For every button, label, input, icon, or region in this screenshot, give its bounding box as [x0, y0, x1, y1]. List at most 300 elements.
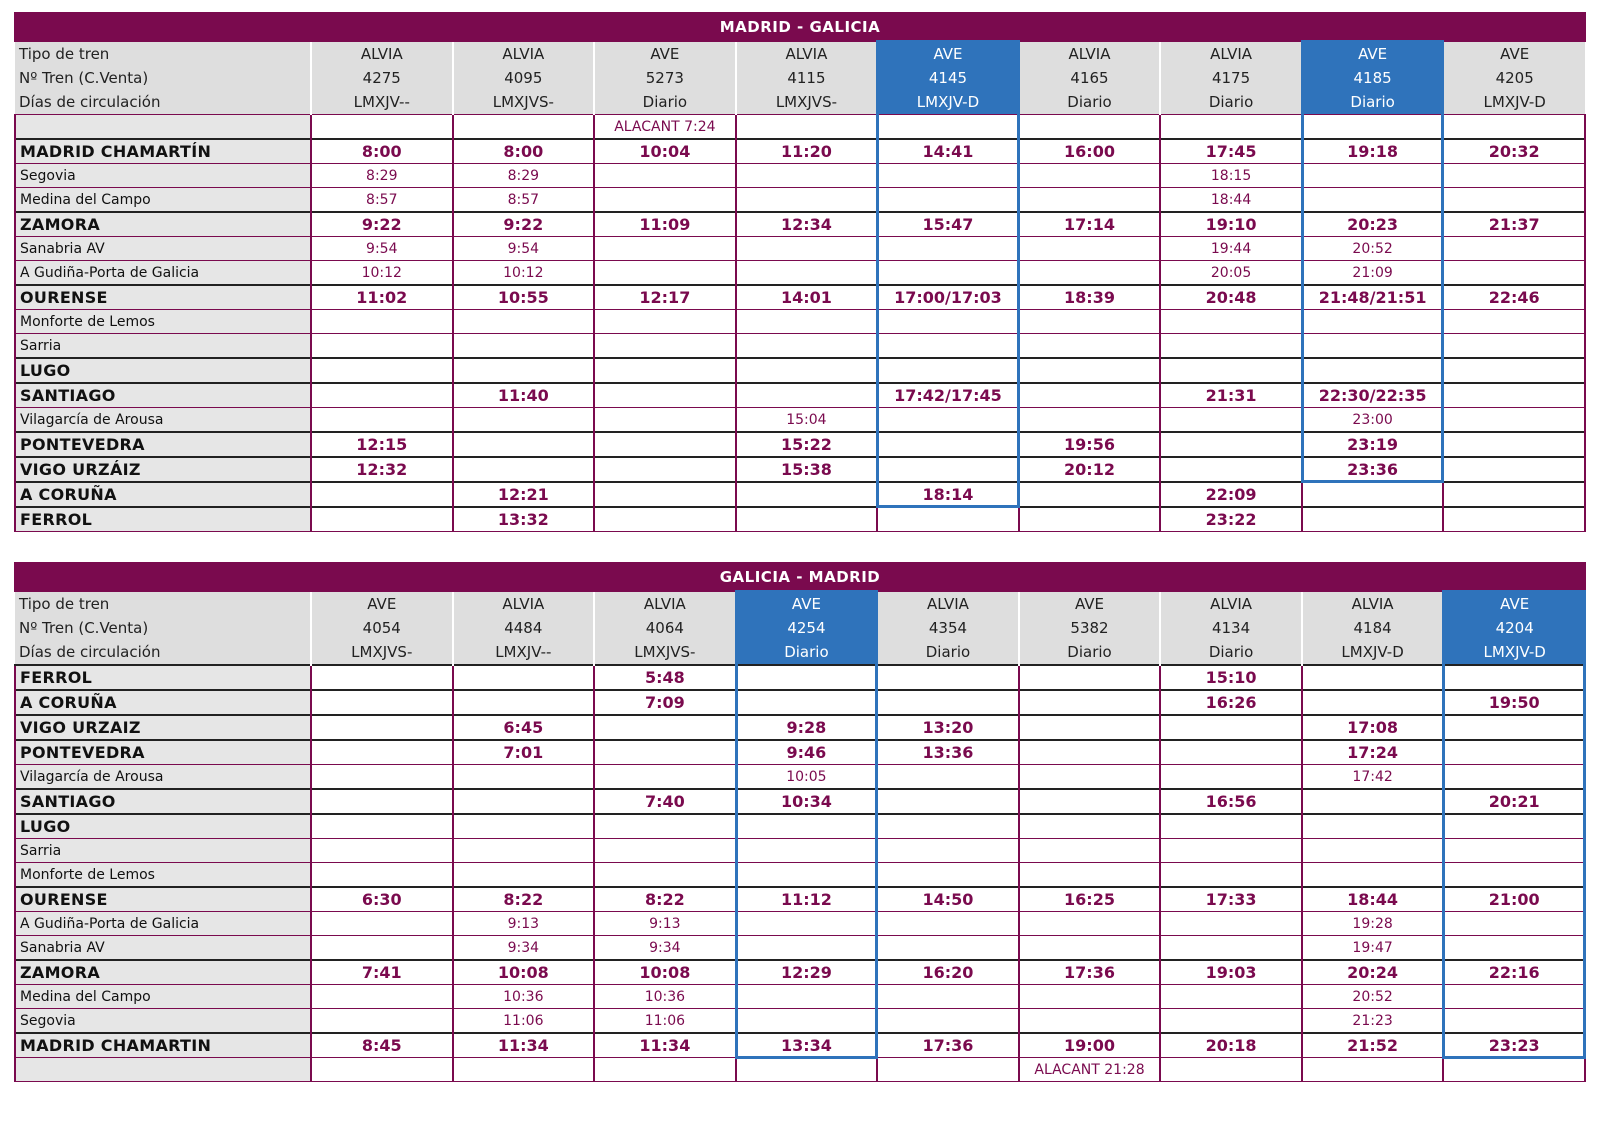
station-name: Medina del Campo [15, 188, 311, 213]
table-title: MADRID - GALICIA [15, 13, 1585, 41]
time-cell: 12:29 [736, 960, 878, 985]
train-days-cell: Diario [594, 90, 736, 115]
time-cell [877, 261, 1019, 286]
header-label-train-days: Días de circulación [15, 90, 311, 115]
time-cell: ALACANT 21:28 [1019, 1058, 1161, 1082]
time-cell: 8:00 [311, 139, 453, 164]
time-cell [877, 814, 1019, 839]
time-cell [594, 863, 736, 888]
time-cell [877, 188, 1019, 213]
time-cell [877, 665, 1019, 690]
time-cell [736, 1058, 878, 1082]
time-cell [1019, 261, 1161, 286]
time-cell [1443, 237, 1585, 261]
time-cell [877, 690, 1019, 715]
time-cell: 21:31 [1160, 383, 1302, 408]
time-cell [736, 1009, 878, 1034]
station-row-zamora [15, 212, 1585, 237]
time-cell [877, 457, 1019, 482]
time-cell: 23:00 [1302, 408, 1444, 433]
train-type-cell: AVE [877, 41, 1019, 66]
train-days-cell: LMXJV-D [877, 90, 1019, 115]
station-row-ferrol [15, 507, 1585, 532]
time-cell: ALACANT 7:24 [594, 115, 736, 140]
time-cell [1019, 985, 1161, 1009]
time-cell [1443, 912, 1585, 936]
time-cell [1019, 740, 1161, 765]
time-cell [1443, 839, 1585, 863]
time-cell: 11:34 [453, 1033, 595, 1058]
time-cell [736, 690, 878, 715]
train-number-cell: 5273 [594, 66, 736, 90]
time-cell [1443, 863, 1585, 888]
time-cell [1443, 507, 1585, 532]
time-cell: 13:32 [453, 507, 595, 532]
header-row-train-days [15, 640, 1585, 665]
time-cell [736, 665, 878, 690]
time-cell [1443, 164, 1585, 188]
time-cell: 18:14 [877, 482, 1019, 507]
time-cell [736, 482, 878, 507]
train-number-cell: 4145 [877, 66, 1019, 90]
time-cell [877, 334, 1019, 359]
time-cell [736, 507, 878, 532]
time-cell: 17:24 [1302, 740, 1444, 765]
time-cell [877, 985, 1019, 1009]
time-cell [736, 261, 878, 286]
station-name: PONTEVEDRA [15, 432, 311, 457]
time-cell [1443, 814, 1585, 839]
time-cell: 16:25 [1019, 887, 1161, 912]
time-cell: 10:04 [594, 139, 736, 164]
time-cell [1302, 665, 1444, 690]
station-name: MADRID CHAMARTIN [15, 1033, 311, 1058]
time-cell: 9:46 [736, 740, 878, 765]
train-type-cell: ALVIA [736, 41, 878, 66]
time-cell: 20:48 [1160, 285, 1302, 310]
time-cell [594, 432, 736, 457]
time-cell [1160, 1058, 1302, 1082]
time-cell: 18:15 [1160, 164, 1302, 188]
time-cell [736, 912, 878, 936]
time-cell: 19:28 [1302, 912, 1444, 936]
train-days-cell: LMXJV-D [1443, 640, 1585, 665]
train-number-cell: 4134 [1160, 616, 1302, 640]
time-cell [1302, 334, 1444, 359]
time-cell [311, 383, 453, 408]
station-row-vigo-urzaiz [15, 715, 1585, 740]
time-cell: 14:41 [877, 139, 1019, 164]
time-cell: 21:09 [1302, 261, 1444, 286]
time-cell [1443, 715, 1585, 740]
time-cell [1443, 740, 1585, 765]
time-cell [736, 237, 878, 261]
station-name: Sanabria AV [15, 936, 311, 961]
station-name: A Gudiña-Porta de Galicia [15, 912, 311, 936]
time-cell [1443, 358, 1585, 383]
time-cell [311, 310, 453, 334]
time-cell: 9:13 [594, 912, 736, 936]
time-cell: 5:48 [594, 665, 736, 690]
time-cell [311, 863, 453, 888]
train-number-cell: 4115 [736, 66, 878, 90]
header-label-train-number: Nº Tren (C.Venta) [15, 616, 311, 640]
train-type-cell: AVE [736, 591, 878, 616]
station-row-ferrol [15, 665, 1585, 690]
time-cell [1443, 1009, 1585, 1034]
time-cell [1160, 839, 1302, 863]
time-cell: 21:48/21:51 [1302, 285, 1444, 310]
time-cell [453, 789, 595, 814]
time-cell: 19:44 [1160, 237, 1302, 261]
time-cell: 10:08 [453, 960, 595, 985]
time-cell [594, 507, 736, 532]
time-cell [1019, 237, 1161, 261]
time-cell: 20:24 [1302, 960, 1444, 985]
time-cell [453, 334, 595, 359]
station-row-madrid-chamartin [15, 139, 1585, 164]
time-cell: 16:20 [877, 960, 1019, 985]
time-cell: 22:16 [1443, 960, 1585, 985]
time-cell [736, 383, 878, 408]
time-cell: 8:00 [453, 139, 595, 164]
station-name [15, 115, 311, 140]
time-cell: 11:20 [736, 139, 878, 164]
train-number-cell: 4205 [1443, 66, 1585, 90]
station-row-a-gudina-porta-de-galicia [15, 912, 1585, 936]
table-title-row [15, 13, 1585, 41]
station-row-santiago [15, 383, 1585, 408]
time-cell [1019, 408, 1161, 433]
time-cell [1160, 912, 1302, 936]
station-row-sanabria-av [15, 936, 1585, 961]
station-row-vilagarcia-de-arousa [15, 765, 1585, 790]
station-name: A CORUÑA [15, 690, 311, 715]
train-days-cell: Diario [1019, 640, 1161, 665]
time-cell [1019, 334, 1161, 359]
time-cell [1443, 936, 1585, 961]
train-days-cell: Diario [1160, 640, 1302, 665]
time-cell [1019, 1009, 1161, 1034]
station-name: PONTEVEDRA [15, 740, 311, 765]
time-cell [594, 715, 736, 740]
station-row-segovia [15, 164, 1585, 188]
time-cell: 12:34 [736, 212, 878, 237]
time-cell: 12:17 [594, 285, 736, 310]
time-cell [736, 188, 878, 213]
station-row-a-coruna [15, 690, 1585, 715]
time-cell [1443, 985, 1585, 1009]
time-cell [736, 936, 878, 961]
time-cell [1443, 188, 1585, 213]
train-days-cell: LMXJVS- [311, 640, 453, 665]
time-cell: 11:06 [594, 1009, 736, 1034]
time-cell: 10:55 [453, 285, 595, 310]
time-cell: 13:20 [877, 715, 1019, 740]
time-cell [1160, 115, 1302, 140]
station-name: FERROL [15, 507, 311, 532]
station-name: Monforte de Lemos [15, 863, 311, 888]
time-cell [1443, 408, 1585, 433]
station-row-sarria [15, 839, 1585, 863]
time-cell [1160, 358, 1302, 383]
time-cell [877, 1058, 1019, 1082]
time-cell: 14:50 [877, 887, 1019, 912]
time-cell [877, 358, 1019, 383]
time-cell [1443, 261, 1585, 286]
time-cell: 17:08 [1302, 715, 1444, 740]
time-cell [1019, 188, 1161, 213]
time-cell: 11:09 [594, 212, 736, 237]
time-cell [311, 665, 453, 690]
time-cell [1019, 789, 1161, 814]
time-cell: 10:34 [736, 789, 878, 814]
train-type-cell: ALVIA [877, 591, 1019, 616]
header-row-train-number [15, 66, 1585, 90]
time-cell: 9:34 [453, 936, 595, 961]
time-cell [877, 863, 1019, 888]
time-cell: 6:30 [311, 887, 453, 912]
time-cell [1160, 936, 1302, 961]
time-cell [1443, 383, 1585, 408]
train-type-cell: ALVIA [453, 41, 595, 66]
time-cell [311, 115, 453, 140]
station-name: OURENSE [15, 285, 311, 310]
time-cell: 10:05 [736, 765, 878, 790]
time-cell: 20:52 [1302, 237, 1444, 261]
station-name: VIGO URZÁIZ [15, 457, 311, 482]
time-cell [453, 814, 595, 839]
station-row-vilagarcia-de-arousa [15, 408, 1585, 433]
time-cell: 19:03 [1160, 960, 1302, 985]
time-cell: 17:36 [877, 1033, 1019, 1058]
time-cell: 15:38 [736, 457, 878, 482]
time-cell: 10:36 [453, 985, 595, 1009]
time-cell: 19:10 [1160, 212, 1302, 237]
time-cell: 15:47 [877, 212, 1019, 237]
time-cell: 18:44 [1302, 887, 1444, 912]
time-cell [594, 334, 736, 359]
time-cell [1160, 408, 1302, 433]
station-row-medina-del-campo [15, 985, 1585, 1009]
time-cell: 9:54 [453, 237, 595, 261]
time-cell [311, 839, 453, 863]
time-cell [311, 715, 453, 740]
train-type-cell: ALVIA [1160, 591, 1302, 616]
time-cell: 18:39 [1019, 285, 1161, 310]
time-cell: 19:00 [1019, 1033, 1161, 1058]
header-row-train-type [15, 591, 1585, 616]
time-cell [1019, 115, 1161, 140]
train-number-cell: 4064 [594, 616, 736, 640]
time-cell [736, 863, 878, 888]
time-cell: 17:42 [1302, 765, 1444, 790]
time-cell: 18:44 [1160, 188, 1302, 213]
station-row-medina-del-campo [15, 188, 1585, 213]
time-cell [1160, 765, 1302, 790]
header-label-train-type: Tipo de tren [15, 591, 311, 616]
time-cell [453, 1058, 595, 1082]
train-days-cell: LMXJV-- [453, 640, 595, 665]
time-cell: 17:45 [1160, 139, 1302, 164]
time-cell: 7:09 [594, 690, 736, 715]
train-type-cell: ALVIA [1160, 41, 1302, 66]
time-cell: 9:13 [453, 912, 595, 936]
time-cell [877, 237, 1019, 261]
time-cell [877, 789, 1019, 814]
station-row-madrid-chamartin [15, 1033, 1585, 1058]
station-row-sanabria-av [15, 237, 1585, 261]
time-cell: 20:18 [1160, 1033, 1302, 1058]
time-cell [594, 482, 736, 507]
time-cell [594, 310, 736, 334]
time-cell [594, 457, 736, 482]
time-cell: 8:57 [453, 188, 595, 213]
time-cell [1443, 115, 1585, 140]
time-cell [877, 164, 1019, 188]
time-cell: 19:18 [1302, 139, 1444, 164]
station-name: ZAMORA [15, 212, 311, 237]
time-cell [453, 432, 595, 457]
time-cell [1019, 936, 1161, 961]
time-cell [736, 814, 878, 839]
time-cell: 21:00 [1443, 887, 1585, 912]
station-row-a-coruna [15, 482, 1585, 507]
header-row-train-type [15, 41, 1585, 66]
train-type-cell: AVE [1443, 41, 1585, 66]
time-cell [311, 690, 453, 715]
time-cell [1443, 310, 1585, 334]
timetable-madrid-galicia [14, 12, 1586, 532]
time-cell [311, 358, 453, 383]
time-cell [453, 863, 595, 888]
time-cell [1160, 457, 1302, 482]
time-cell: 20:12 [1019, 457, 1161, 482]
time-cell: 15:22 [736, 432, 878, 457]
time-cell [453, 839, 595, 863]
time-cell: 22:30/22:35 [1302, 383, 1444, 408]
time-cell: 12:15 [311, 432, 453, 457]
time-cell: 20:32 [1443, 139, 1585, 164]
train-type-cell: ALVIA [594, 591, 736, 616]
station-name: FERROL [15, 665, 311, 690]
time-cell: 9:22 [453, 212, 595, 237]
time-cell [1302, 863, 1444, 888]
time-cell: 11:34 [594, 1033, 736, 1058]
time-cell: 11:02 [311, 285, 453, 310]
train-days-cell: LMXJVS- [594, 640, 736, 665]
time-cell [877, 408, 1019, 433]
time-cell [453, 115, 595, 140]
time-cell [736, 839, 878, 863]
train-type-cell: AVE [1302, 41, 1444, 66]
time-cell: 21:23 [1302, 1009, 1444, 1034]
time-cell [1302, 358, 1444, 383]
station-name: Vilagarcía de Arousa [15, 408, 311, 433]
time-cell: 20:21 [1443, 789, 1585, 814]
time-cell [1160, 334, 1302, 359]
time-cell [594, 740, 736, 765]
train-days-cell: LMXJVS- [453, 90, 595, 115]
time-cell [1019, 765, 1161, 790]
time-cell [311, 1058, 453, 1082]
time-cell [1019, 310, 1161, 334]
train-type-cell: ALVIA [1302, 591, 1444, 616]
time-cell [311, 985, 453, 1009]
train-type-cell: ALVIA [453, 591, 595, 616]
time-cell: 11:06 [453, 1009, 595, 1034]
time-cell [453, 765, 595, 790]
train-type-cell: AVE [1019, 591, 1161, 616]
time-cell [1302, 164, 1444, 188]
time-cell: 8:29 [453, 164, 595, 188]
time-cell [1443, 457, 1585, 482]
time-cell [594, 1058, 736, 1082]
time-cell: 6:45 [453, 715, 595, 740]
station-row-ourense [15, 285, 1585, 310]
station-row-pontevedra [15, 740, 1585, 765]
header-row-train-days [15, 90, 1585, 115]
time-cell [311, 334, 453, 359]
station-row-a-gudina-porta-de-galicia [15, 261, 1585, 286]
train-days-cell: LMXJV-- [311, 90, 453, 115]
time-cell [1302, 482, 1444, 507]
time-cell [311, 765, 453, 790]
time-cell [311, 740, 453, 765]
train-type-cell: AVE [594, 41, 736, 66]
station-name [15, 1058, 311, 1082]
train-number-cell: 4275 [311, 66, 453, 90]
station-row-blank [15, 1058, 1585, 1082]
time-cell: 20:23 [1302, 212, 1444, 237]
time-cell: 10:08 [594, 960, 736, 985]
time-cell [311, 507, 453, 532]
time-cell [877, 936, 1019, 961]
time-cell: 10:12 [453, 261, 595, 286]
station-row-segovia [15, 1009, 1585, 1034]
train-number-cell: 4184 [1302, 616, 1444, 640]
timetable-galicia-madrid [14, 562, 1586, 1082]
time-cell: 17:14 [1019, 212, 1161, 237]
time-cell: 13:36 [877, 740, 1019, 765]
station-row-monforte-de-lemos [15, 863, 1585, 888]
time-cell [1302, 690, 1444, 715]
time-cell: 9:28 [736, 715, 878, 740]
time-cell [1160, 740, 1302, 765]
time-cell: 12:32 [311, 457, 453, 482]
train-number-cell: 4204 [1443, 616, 1585, 640]
time-cell: 19:56 [1019, 432, 1161, 457]
time-cell [311, 408, 453, 433]
time-cell [311, 936, 453, 961]
time-cell [311, 482, 453, 507]
time-cell [594, 383, 736, 408]
time-cell: 8:45 [311, 1033, 453, 1058]
time-cell [453, 358, 595, 383]
time-cell: 8:57 [311, 188, 453, 213]
time-cell: 22:46 [1443, 285, 1585, 310]
train-number-cell: 5382 [1019, 616, 1161, 640]
time-cell: 21:37 [1443, 212, 1585, 237]
time-cell: 23:36 [1302, 457, 1444, 482]
time-cell [736, 115, 878, 140]
time-cell [1160, 985, 1302, 1009]
train-number-cell: 4484 [453, 616, 595, 640]
time-cell [877, 507, 1019, 532]
station-row-sarria [15, 334, 1585, 359]
time-cell: 20:52 [1302, 985, 1444, 1009]
time-cell: 8:22 [594, 887, 736, 912]
